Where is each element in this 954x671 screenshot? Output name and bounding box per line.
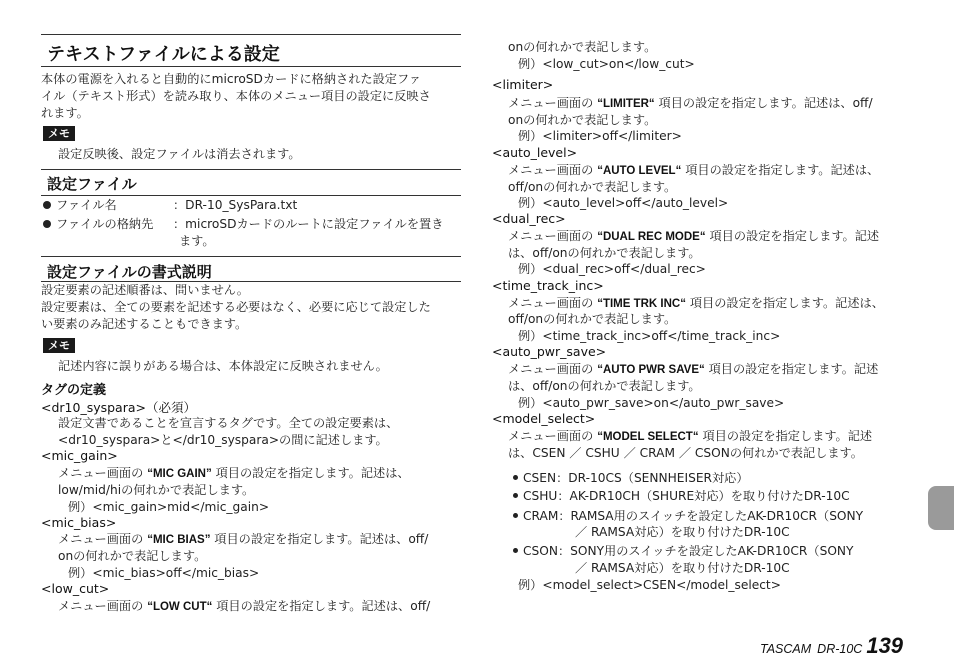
file-loc-item	[43, 216, 153, 233]
mic-bias-desc-1	[58, 531, 428, 549]
option-text: CSON：SONY用のスイッチを設定したAK-DR10CR（SONY	[523, 544, 854, 558]
model-select-desc-2: は、CSEN ／ CSHU ／ CRAM ／ CSONの何れかで表記します。	[508, 446, 863, 460]
page-title: テキストファイルによる設定	[47, 44, 280, 65]
dr10-desc-1: 設定文書であることを宣言するタグです。全ての設定要素は、	[58, 416, 399, 430]
file-name-label: ファイル名	[56, 198, 117, 212]
bullet-icon	[513, 493, 518, 498]
option-cshu	[513, 488, 850, 505]
model-select-tag: <model_select>	[492, 411, 596, 426]
auto-pwr-desc-1	[508, 361, 878, 379]
intro-line-1: 本体の電源を入れると自動的にmicroSDカードに格納された設定ファ	[41, 72, 422, 86]
text-part: 項目の設定を指定します。記述は、off/	[654, 96, 873, 110]
text-part: 項目の設定を指定します。記述は、off/	[212, 599, 431, 613]
mic-bias-example: 例）<mic_bias>off</mic_bias>	[68, 566, 260, 580]
option-text: CSEN：DR-10CS（SENNHEISER対応）	[523, 471, 749, 485]
limiter-desc-2: onの何れかで表記します。	[508, 113, 657, 127]
menu-item-name: “LIMITER“	[597, 98, 655, 110]
memo-text-1: 設定反映後、設定ファイルは消去されます。	[58, 147, 301, 161]
page-number: 139	[866, 633, 904, 658]
option-text: CRAM：RAMSA用のスイッチを設定したAK-DR10CR（SONY	[523, 509, 864, 523]
limiter-tag: <limiter>	[492, 77, 554, 92]
desc-line-3: い要素のみ記述することもできます。	[41, 317, 248, 331]
section2-top-rule	[41, 256, 461, 257]
mic-gain-desc-2: low/mid/hiの何れかで表記します。	[58, 483, 255, 497]
text-part: メニュー画面の	[508, 362, 598, 376]
bullet-icon	[43, 201, 51, 209]
text-part: メニュー画面の	[58, 599, 148, 613]
file-loc-label: ファイルの格納先	[56, 217, 154, 231]
menu-item-name: “AUTO PWR SAVE“	[597, 364, 705, 376]
bullet-icon	[513, 548, 518, 553]
text-part: メニュー画面の	[508, 296, 598, 310]
section2-title: 設定ファイルの書式説明	[47, 263, 212, 281]
model-select-example: 例）<model_select>CSEN</model_select>	[518, 578, 781, 592]
section1-bottom-rule	[41, 195, 461, 196]
option-cson-line2: ／ RAMSA対応）を取り付けたDR-10C	[575, 561, 790, 575]
text-part: 項目の設定を指定します。記述は、	[211, 466, 410, 480]
mic-gain-desc-1	[58, 465, 410, 483]
mic-gain-tag: <mic_gain>	[41, 448, 118, 463]
text-part: 項目の設定を指定します。記述	[705, 229, 880, 243]
page-footer	[760, 633, 903, 659]
auto-level-example: 例）<auto_level>off</auto_level>	[518, 196, 729, 210]
intro-line-2: イル（テキスト形式）を読み取り、本体のメニュー項目の設定に反映さ	[41, 89, 431, 103]
intro-line-3: れます。	[41, 106, 89, 120]
file-loc-value-2: ます。	[179, 234, 215, 248]
section1-title: 設定ファイル	[47, 175, 137, 193]
title-bottom-rule	[41, 66, 461, 67]
file-loc-value-1: ：microSDカードのルートに設定ファイルを置き	[173, 217, 444, 231]
auto-level-desc-2: off/onの何れかで表記します。	[508, 180, 677, 194]
text-part: 項目の設定を指定します。記述は、off/	[210, 532, 429, 546]
dual-rec-tag: <dual_rec>	[492, 211, 566, 226]
memo-text-2: 記述内容に誤りがある場合は、本体設定に反映されません。	[58, 359, 388, 373]
low-cut-tag: <low_cut>	[41, 581, 110, 596]
section1-top-rule	[41, 169, 461, 170]
dual-rec-desc-1	[508, 228, 879, 246]
menu-item-name: “MODEL SELECT“	[597, 431, 699, 443]
menu-item-name: “AUTO LEVEL“	[597, 165, 682, 177]
time-track-example: 例）<time_track_inc>off</time_track_inc>	[518, 329, 781, 343]
section-thumb-tab	[928, 486, 954, 530]
text-part: メニュー画面の	[508, 96, 598, 110]
text-part: メニュー画面の	[508, 163, 598, 177]
title-top-rule	[41, 34, 461, 35]
low-cut-desc-1	[58, 598, 430, 616]
text-part: メニュー画面の	[508, 429, 598, 443]
option-cram	[513, 508, 863, 525]
text-part: 項目の設定を指定します。記述	[704, 362, 879, 376]
option-csen	[513, 470, 749, 487]
dual-rec-example: 例）<dual_rec>off</dual_rec>	[518, 262, 706, 276]
time-track-desc-2: off/onの何れかで表記します。	[508, 312, 677, 326]
option-cson	[513, 543, 853, 560]
desc-line-2: 設定要素は、全ての要素を記述する必要はなく、必要に応じて設定した	[41, 300, 431, 314]
time-track-desc-1	[508, 295, 884, 313]
menu-item-name: “LOW CUT“	[147, 601, 213, 613]
text-part: メニュー画面の	[508, 229, 598, 243]
text-part: メニュー画面の	[58, 532, 148, 546]
menu-item-name: “MIC GAIN”	[147, 468, 212, 480]
limiter-desc-1	[508, 95, 873, 113]
text-part: メニュー画面の	[58, 466, 148, 480]
low-cut-example: 例）<low_cut>on</low_cut>	[518, 57, 695, 71]
text-part: 項目の設定を指定します。記述は、	[686, 296, 884, 310]
mic-gain-example: 例）<mic_gain>mid</mic_gain>	[68, 500, 270, 514]
file-name-item	[43, 197, 117, 214]
dr10-tag: <dr10_syspara>（必須）	[41, 400, 196, 415]
low-cut-desc-2: onの何れかで表記します。	[508, 40, 657, 54]
tags-title: タグの定義	[41, 383, 107, 398]
mic-bias-desc-2: onの何れかで表記します。	[58, 549, 207, 563]
text-part: 項目の設定を指定します。記述	[698, 429, 873, 443]
auto-level-desc-1	[508, 162, 879, 180]
memo-badge-1: メモ	[43, 126, 75, 141]
bullet-icon	[513, 513, 518, 518]
file-name-value: ：DR-10_SysPara.txt	[173, 198, 298, 212]
auto-pwr-desc-2: は、off/onの何れかで表記します。	[508, 379, 701, 393]
limiter-example: 例）<limiter>off</limiter>	[518, 129, 682, 143]
mic-bias-tag: <mic_bias>	[41, 515, 117, 530]
time-track-tag: <time_track_inc>	[492, 278, 604, 293]
menu-item-name: “DUAL REC MODE“	[597, 231, 706, 243]
auto-level-tag: <auto_level>	[492, 145, 578, 160]
menu-item-name: “TIME TRK INC“	[597, 298, 686, 310]
desc-line-1: 設定要素の記述順番は、問いません。	[41, 283, 249, 297]
option-cram-line2: ／ RAMSA対応）を取り付けたDR-10C	[575, 525, 790, 539]
model-select-desc-1	[508, 428, 872, 446]
dr10-desc-2: <dr10_syspara>と</dr10_syspara>の間に記述します。	[58, 433, 388, 447]
bullet-icon	[43, 220, 51, 228]
auto-pwr-tag: <auto_pwr_save>	[492, 344, 607, 359]
bullet-icon	[513, 475, 518, 480]
footer-model: DR-10C	[817, 642, 863, 656]
auto-pwr-example: 例）<auto_pwr_save>on</auto_pwr_save>	[518, 396, 785, 410]
option-text: CSHU：AK-DR10CH（SHURE対応）を取り付けたDR-10C	[523, 489, 850, 503]
text-part: 項目の設定を指定します。記述は、	[681, 163, 880, 177]
menu-item-name: “MIC BIAS”	[147, 534, 211, 546]
memo-badge-2: メモ	[43, 338, 75, 353]
dual-rec-desc-2: は、off/onの何れかで表記します。	[508, 246, 701, 260]
footer-brand: TASCAM	[760, 642, 812, 656]
